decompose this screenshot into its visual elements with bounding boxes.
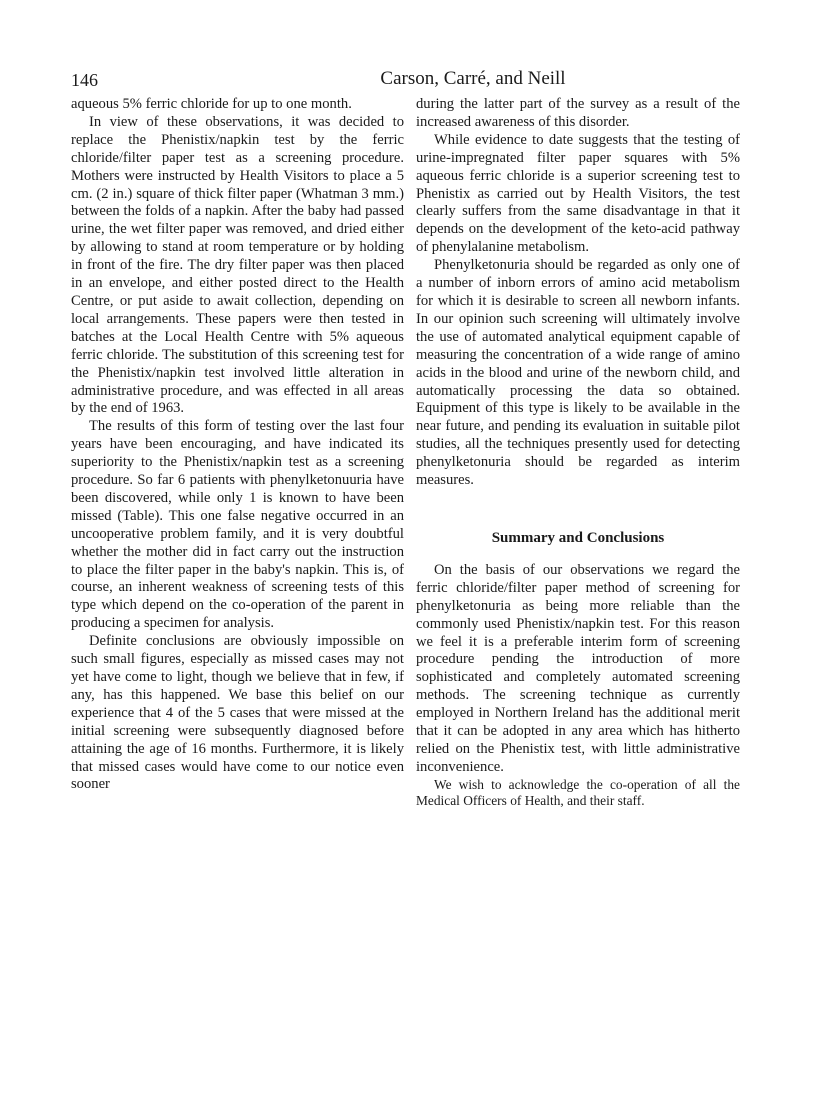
- body-paragraph: aqueous 5% ferric chloride for up to one month.: [71, 96, 352, 112]
- body-paragraph: In view of these observations, it was decided to replace the Phenistix/napkin test by the ferric chloride/filter paper test as a screening procedure. Mothers were instructed by Health Visitors to place a 5 cm. (2 in.) square of thick filter paper (Whatman 3 mm.) between the folds of a napkin. After the baby had passed urine, the wet filter paper was removed, and dried either by allowing to stand at room temperature or by holding in front of the fire. The dry filter paper was then placed in an envelope, and either posted direct to the Health Centre, or put aside to await collection, depending on local arrangements. These papers were then tested in batches at the Local Health Centre with 5% aqueous ferric chloride. The substitution of this screening test for the Phenistix/napkin test involved little alteration in administrative procedure, and was effected in all areas by the end of 1963.: [71, 113, 404, 417]
- acknowledgement: We wish to acknowledge the co-operation of all the Medical Officers of Health, and their staff.: [416, 776, 740, 808]
- left-column: [71, 96, 404, 794]
- page-number: 146: [71, 70, 98, 90]
- body-paragraph: during the latter part of the survey as a result of the increased awareness of this disorder.: [416, 96, 740, 130]
- summary-paragraph: On the basis of our observations we regard the ferric chloride/filter paper method of screening for phenylketonuria as being more reliable than the commonly used Phenistix/napkin test. For this reason we feel it is a preferable interim form of screening procedure pending the introduction of more sophisticated and completely automated screening methods. The screening technique as currently employed in Northern Ireland has the additional merit that it can be adopted in any area which has hitherto relied on the Phenistix test, with little administrative inconvenience.: [416, 561, 740, 775]
- running-title: Carson, Carré, and Neill: [380, 68, 566, 89]
- section-heading-summary: Summary and Conclusions: [491, 529, 665, 546]
- body-paragraph: Definite conclusions are obviously impossible on such small figures, especially as missed cases may not yet have come to light, though we believe that in few, if any, has this happened. We base this belief on our experience that 4 of the 5 cases that were missed at the initial screening were subsequently diagnosed before attaining the age of 16 months. Furthermore, it is likely that missed cases would have come to our notice even sooner: [71, 633, 404, 793]
- body-paragraph: While evidence to date suggests that the testing of urine-impregnated filter paper squares with 5% aqueous ferric chloride is a superior screening test to Phenistix as carried out by Health Visitors, the test clearly suffers from the same disadvantage in that it depends on the development of the keto-acid pathway of phenylalanine metabolism.: [416, 131, 740, 256]
- right-column: [416, 96, 740, 809]
- body-paragraph: The results of this form of testing over the last four years have been encouraging, and have indicated its superiority to the Phenistix/napkin test as a screening procedure. So far 6 patients with phenylketonuuria have been discovered, while only 1 is known to have been missed (Table). This one false negative occurred in an uncooperative problem family, and it is very doubtful whether the mother did in fact carry out the instruction to place the filter paper in the baby's napkin. This is, of course, an inherent weakness of screening tests of this type which depend on the co-operation of the parent in producing a specimen for analysis.: [71, 418, 404, 632]
- body-paragraph: Phenylketonuria should be regarded as only one of a number of inborn errors of amino acid metabolism for which it is desirable to screen all newborn infants. In our opinion such screening will ultimately involve the use of automated analytical equipment capable of measuring the concentration of a wide range of amino acids in the blood and urine of the newborn child, and automatically processing the data so obtained. Equipment of this type is likely to be available in the near future, and pending its evaluation in suitable pilot studies, all the techniques presently used for detecting phenylketonuria should be regarded as interim measures.: [416, 257, 740, 489]
